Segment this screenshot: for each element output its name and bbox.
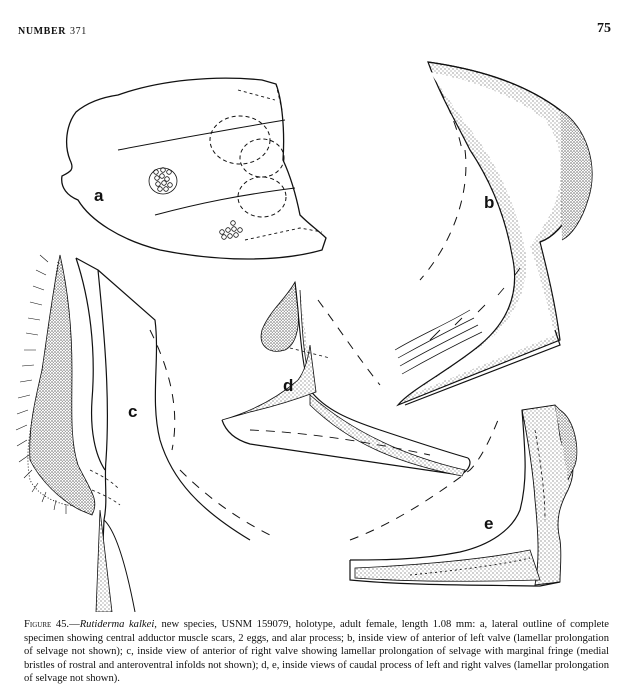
panel-e-drawing <box>350 405 577 586</box>
panel-label-a: a <box>94 186 104 205</box>
panel-c-drawing <box>16 255 270 612</box>
panel-label-e: e <box>484 514 494 533</box>
panel-a-drawing <box>62 78 326 259</box>
panel-label-d: d <box>283 376 294 395</box>
caption-text: , new species, USNM 159079, holotype, adult female, length 1.08 mm: a, lateral outline of complete specimen showing central adductor muscle scars, 2 eggs, and alar process; b, inside view of anterior of left valve (lamellar prolongation of selvage not shown); c, inside view of anterior of right valve showing lamellar prolongation of selvage with marginal fringe (medial bristles of rostral and anteroventral infolds not shown); d, e, inside views of caudal process of left and right valves (lamellar prolongation of selvage not shown). <box>24 619 609 685</box>
page-number: 75 <box>597 21 611 36</box>
running-head-label: NUMBER <box>18 26 67 37</box>
caption-species-name: Rutiderma kalkei <box>79 619 155 630</box>
panel-b-drawing <box>395 62 592 405</box>
caption-figure-label: Figure 45. <box>24 619 70 630</box>
figure-caption: Figure 45.—Rutiderma kalkei, new species, USNM 159079, holotype, adult female, length 1.08 mm: a, lateral outline of complete specimen showing central adductor muscle scars, 2 eggs, and alar process; b, inside view of anterior of left valve (lamellar prolongation of selvage not shown); c, inside view of anterior of right valve showing lamellar prolongation of selvage with marginal fringe (medial bristles of rostral and anteroventral infolds not shown); d, e, inside views of caudal process of left and right valves (lamellar prolongation of selvage not shown). <box>24 619 609 685</box>
series-number: 371 <box>70 26 87 37</box>
panel-label-b: b <box>484 193 495 212</box>
panel-label-c: c <box>128 402 138 421</box>
